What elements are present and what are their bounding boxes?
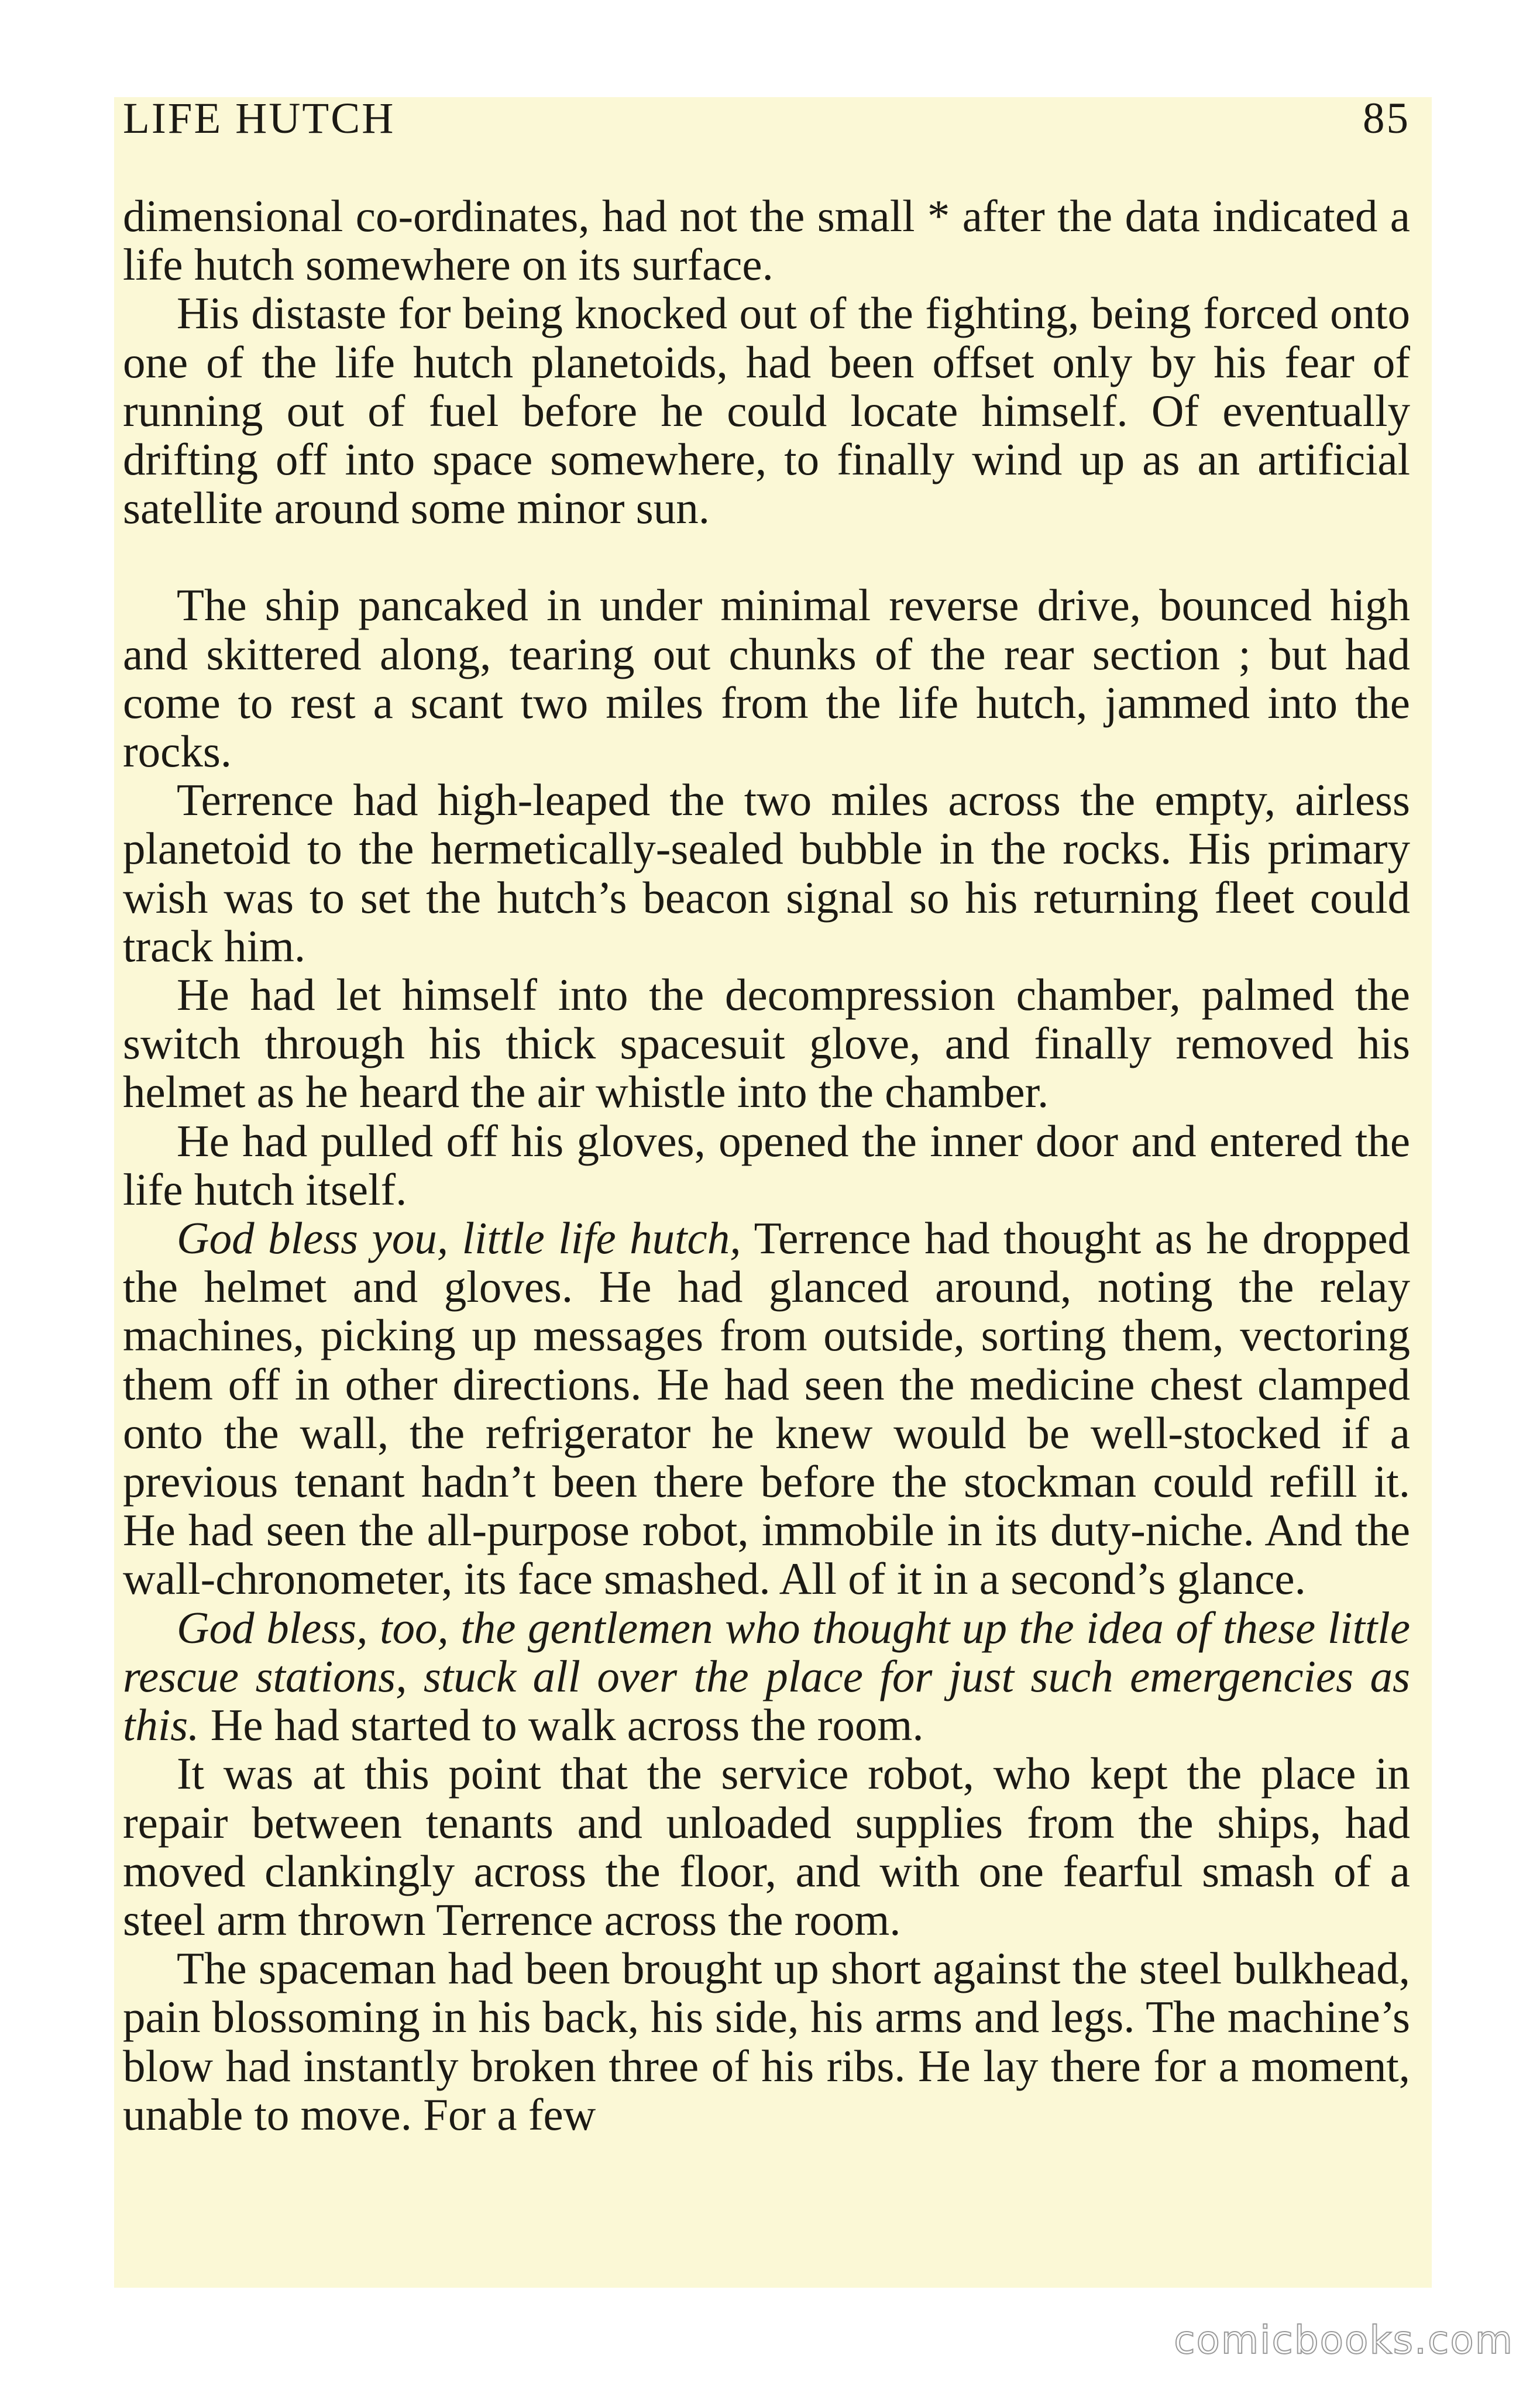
paragraph: Terrence had high-leaped the two miles across the empty, airless planetoid to the hermetically-sealed bubble in the rocks. His primary wish was to set the hutch’s beacon signal so his returning fleet could track him. (123, 775, 1410, 971)
paragraph: It was at this point that the service robot, who kept the place in repair between tenants and unloaded supplies from the ships, had moved clankingly across the floor, and with one fearful smash of a steel arm thrown Terrence across the room. (123, 1748, 1410, 1945)
paragraph: The spaceman had been brought up short against the steel bulkhead, pain blossoming in his back, his side, his arms and legs. The machine’s blow had instantly broken three of his ribs. He lay there for a moment, unable to move. For a few (123, 1943, 1410, 2140)
paragraph (123, 1214, 1410, 1604)
paragraph (123, 1604, 1410, 1750)
paragraph-text: Terrence had thought as he dropped the helmet and gloves. He had glanced around, noting the relay machines, picking up messages from outside, sorting them, vectoring them off in other directions. He had seen the medicine chest clamped onto the wall, the refrigerator he knew would be well-stocked if a previous tenant hadn’t been there before the stockman could refill it. He had seen the all-purpose robot, immobile in its duty-niche. And the wall-chronometer, its face smashed. All of it in a second’s glance. (123, 1213, 1410, 1604)
paragraph: His distaste for being knocked out of the fighting, being forced onto one of the life hutch planetoids, had been offset only by his fear of running out of fuel before he could locate himself. Of eventually drifting off into space somewhere, to finally wind up as an artificial satellite around some minor sun. (123, 288, 1410, 534)
paragraph: He had pulled off his gloves, opened the inner door and entered the life hutch itself. (123, 1115, 1410, 1215)
italic-thought: God bless, too, the gentlemen who thought up the idea of these little rescue stations, stuck all over the place for just such emergencies as this. (123, 1602, 1410, 1751)
section-break (123, 532, 1410, 581)
paragraph-text: He had started to walk across the room. (199, 1700, 924, 1751)
running-title: LIFE HUTCH (123, 94, 396, 143)
watermark: comicbooks.com (1174, 2318, 1514, 2363)
story-text (123, 192, 1410, 2139)
running-head (123, 94, 1410, 152)
page-number: 85 (1363, 94, 1410, 143)
italic-thought: God bless you, little life hutch, (177, 1213, 741, 1264)
paragraph: The ship pancaked in under minimal reverse drive, bounced high and skittered along, tearing out chunks of the rear section ; but had come to rest a scant two miles from the life hutch, jammed into the rocks. (123, 580, 1410, 777)
paragraph: dimensional co-ordinates, had not the small * after the data indicated a life hutch somewhere on its surface. (123, 191, 1410, 290)
paragraph: He had let himself into the decompression chamber, palmed the switch through his thick spacesuit glove, and finally removed his helmet as he heard the air whistle into the chamber. (123, 969, 1410, 1118)
